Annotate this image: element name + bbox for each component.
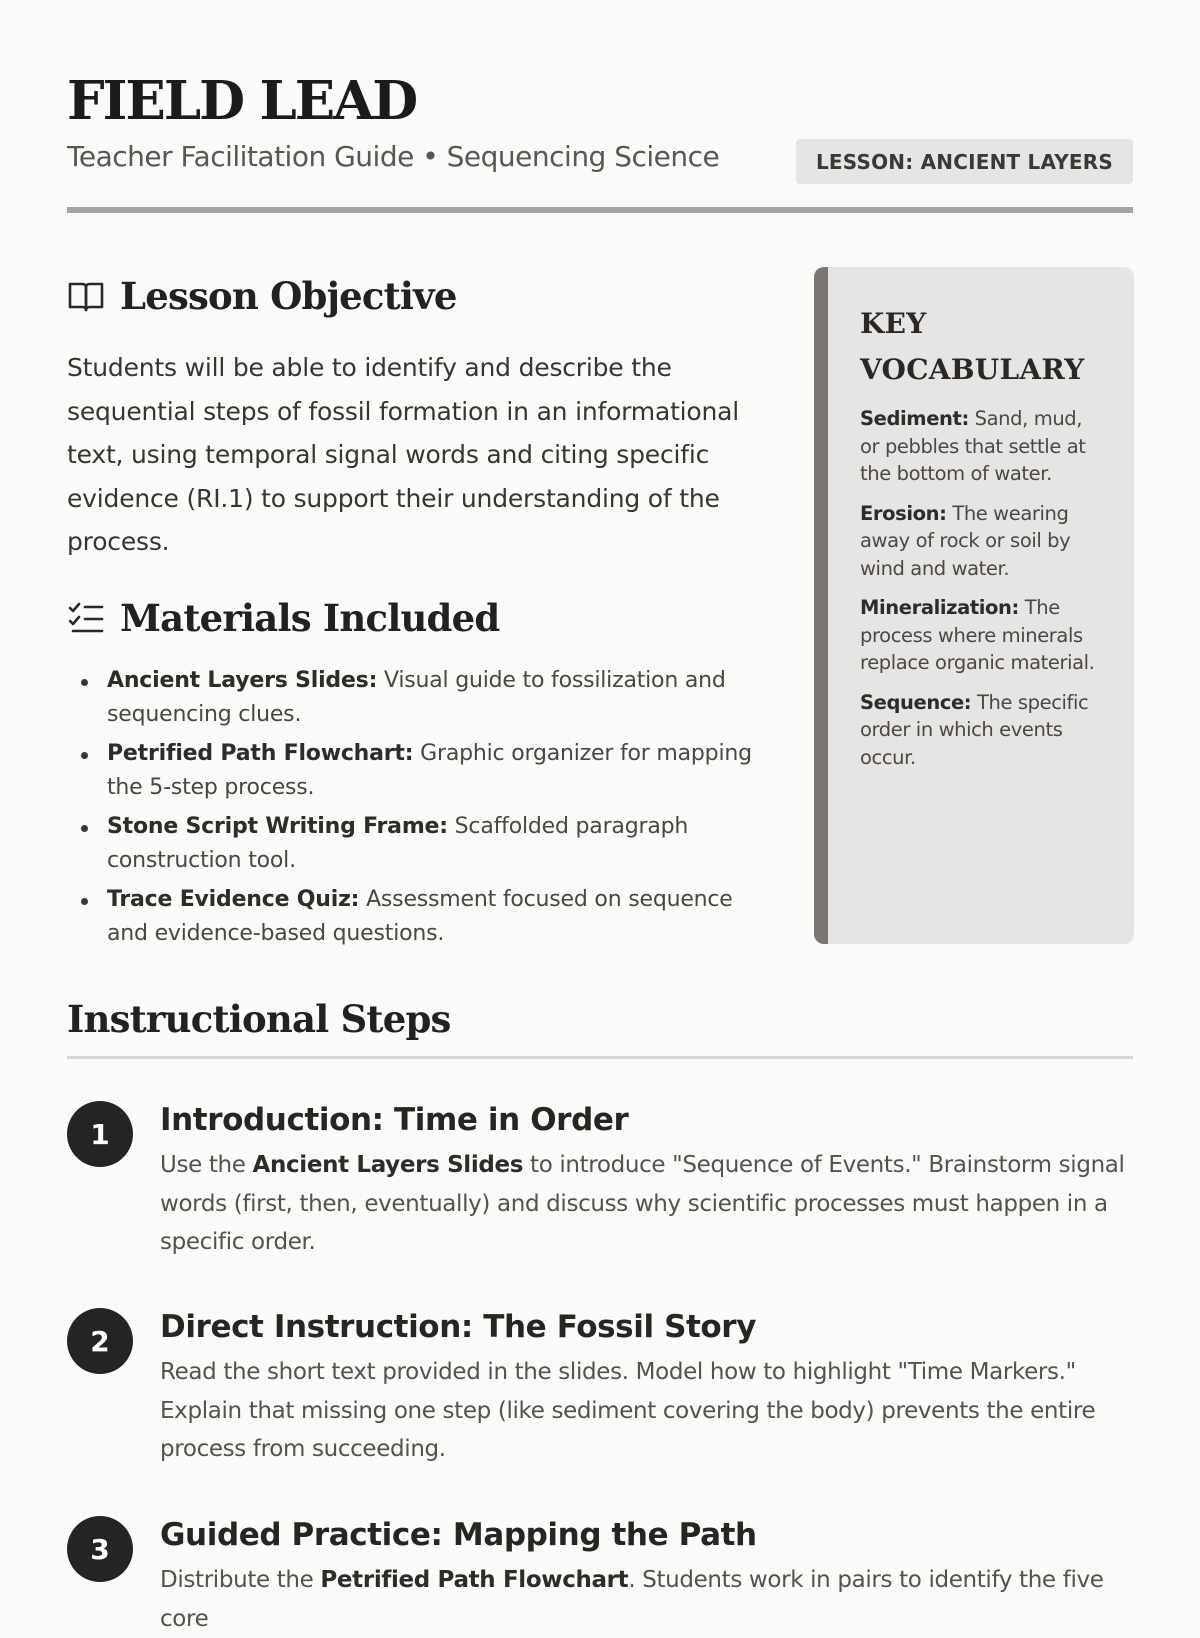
material-desc: Visual guide to fossilization and sequencing clues.: [107, 667, 726, 727]
step-body: [160, 1515, 1133, 1638]
materials-title: Materials Included: [120, 595, 500, 640]
material-desc: Graphic organizer for mapping the 5-step process.: [107, 740, 752, 800]
step-description: [160, 1561, 1133, 1638]
step-item: [67, 1515, 1133, 1638]
header-divider: [67, 207, 1133, 213]
material-name: Petrified Path Flowchart:: [107, 740, 414, 766]
materials-heading: [67, 590, 757, 646]
step-number-badge: 3: [67, 1516, 133, 1582]
steps-title: Instructional Steps: [67, 997, 451, 1041]
objective-title: Lesson Objective: [120, 274, 457, 318]
step-text: . Students work in pairs to identify the five core: [160, 1567, 1104, 1632]
step-title: Guided Practice: Mapping the Path: [160, 1517, 757, 1553]
vocab-definition: The specific order in which events occur.: [860, 690, 1089, 769]
step-item: [67, 1100, 1133, 1262]
vocab-term: Mineralization:: [860, 596, 1019, 619]
left-column: [67, 268, 757, 956]
material-name: Ancient Layers Slides:: [107, 667, 378, 693]
page-subtitle: Teacher Facilitation Guide • Sequencing Science: [67, 140, 720, 173]
vocab-item: [860, 405, 1104, 488]
vocab-term: Sediment:: [860, 407, 969, 430]
list-item: [107, 810, 757, 878]
list-item: [107, 737, 757, 805]
vocab-item: [860, 594, 1104, 677]
material-desc: Assessment focused on sequence and evidence-based questions.: [107, 886, 733, 946]
vocab-item: [860, 689, 1104, 772]
step-title: Direct Instruction: The Fossil Story: [160, 1309, 757, 1345]
step-text: to introduce "Sequence of Events." Brainstorm signal words (first, then, eventually) and discuss why scientific processes must happen in a specific order.: [160, 1152, 1125, 1255]
steps-divider: [67, 1056, 1133, 1059]
lesson-badge: LESSON: ANCIENT LAYERS: [796, 139, 1133, 184]
step-description: Read the short text provided in the slides. Model how to highlight "Time Markers." Explain that missing one step (like sediment covering the body) prevents the entire process from succeeding.: [160, 1359, 1096, 1462]
objective-text: Students will be able to identify and describe the sequential steps of fossil formation in an informational text, using temporal signal words and citing specific evidence (RI.1) to support their understanding of the process.: [67, 353, 740, 556]
brand-title: FIELD LEAD: [67, 70, 417, 132]
vocab-definition: The wearing away of rock or soil by wind and water.: [860, 501, 1071, 580]
step-item: [67, 1307, 1133, 1469]
materials-list: [67, 664, 757, 951]
step-text: Distribute the: [160, 1567, 321, 1593]
checklist-icon: [67, 599, 105, 637]
material-desc: Scaffolded paragraph construction tool.: [107, 813, 689, 873]
step-material-ref: Ancient Layers Slides: [252, 1152, 524, 1178]
open-book-icon: [67, 277, 105, 315]
vocab-term: Sequence:: [860, 690, 972, 714]
step-material-ref: Petrified Path Flowchart: [320, 1567, 629, 1593]
step-number-badge: 1: [67, 1101, 133, 1167]
vocab-definition: The process where minerals replace organic material.: [860, 596, 1095, 674]
header: [67, 70, 1133, 215]
step-body: [160, 1307, 1133, 1469]
key-vocabulary-panel: [814, 267, 1134, 944]
list-item: [107, 664, 757, 732]
vocabulary-title: KEY VOCABULARY: [860, 307, 1085, 386]
step-title: Introduction: Time in Order: [160, 1102, 629, 1138]
material-name: Stone Script Writing Frame:: [107, 813, 448, 839]
material-name: Trace Evidence Quiz:: [107, 886, 360, 912]
vocab-item: [860, 500, 1104, 583]
step-text: Use the: [160, 1152, 253, 1178]
vocab-term: Erosion:: [860, 501, 947, 525]
step-number-badge: 2: [67, 1308, 133, 1374]
list-item: [107, 883, 757, 951]
step-description: [160, 1146, 1133, 1262]
step-body: [160, 1100, 1133, 1262]
vocab-definition: Sand, mud, or pebbles that settle at the bottom of water.: [860, 407, 1086, 485]
objective-heading: [67, 268, 757, 324]
